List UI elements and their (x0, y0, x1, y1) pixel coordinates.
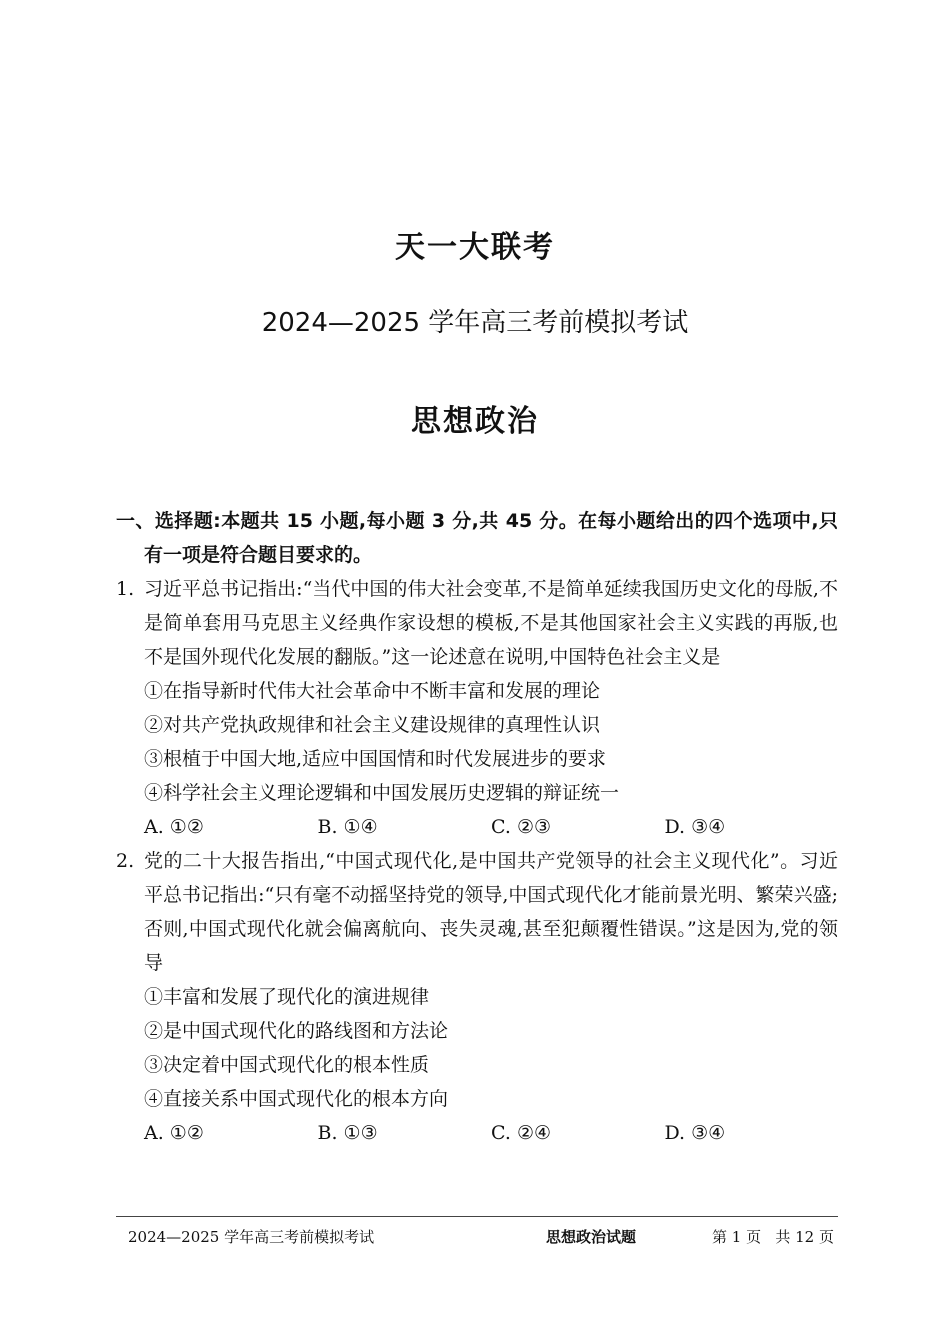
statement-option: ①丰富和发展了现代化的演进规律 (144, 986, 430, 1008)
footer-divider (116, 1216, 838, 1217)
question-stem: 党的二十大报告指出,“中国式现代化,是中国共产党领导的社会主义现代化”。习近平总书记指出:“只有毫不动摇坚持党的领导,中国式现代化才能前景光明、繁荣兴盛;否则,中国式现代化就会偏离航向、丧失灵魂,甚至犯颠覆性错误。”这是因为,党的领导 (144, 850, 838, 974)
statement-option: ②对共产党执政规律和社会主义建设规律的真理性认识 (144, 714, 601, 736)
exam-content (116, 504, 838, 1150)
statement-option: ③决定着中国式现代化的根本性质 (144, 1054, 430, 1076)
answer-choice-b: B. ①③ (317, 1122, 378, 1144)
footer-page-number: 第 1 页 共 12 页 (711, 1228, 834, 1246)
answer-choice-c: C. ②③ (491, 816, 552, 838)
statement-option: ④直接关系中国式现代化的根本方向 (144, 1088, 449, 1110)
statement-option: ①在指导新时代伟大社会革命中不断丰富和发展的理论 (144, 680, 601, 702)
question-2 (116, 844, 838, 1150)
question-number: 2. (116, 850, 135, 872)
exam-name-subtitle: 2024—2025 学年高三考前模拟考试 (261, 308, 689, 338)
question-stem: 习近平总书记指出:“当代中国的伟大社会变革,不是简单延续我国历史文化的母版,不是简单套用马克思主义经典作家设想的模板,不是其他国家社会主义实践的再版,也不是国外现代化发展的翻版。”这一论述意在说明,中国特色社会主义是 (144, 578, 838, 668)
statement-option: ④科学社会主义理论逻辑和中国发展历史逻辑的辩证统一 (144, 782, 620, 804)
answer-choice-b: B. ①④ (317, 816, 378, 838)
answer-choice-a: A. ①② (144, 1122, 204, 1144)
answer-choices (144, 810, 838, 844)
question-1 (116, 572, 838, 844)
footer-exam-name: 2024—2025 学年高三考前模拟考试 (128, 1228, 375, 1246)
exam-organizer-title: 天一大联考 (395, 230, 555, 265)
question-number: 1. (116, 578, 135, 600)
answer-choice-a: A. ①② (144, 816, 204, 838)
answer-choice-c: C. ②④ (491, 1122, 552, 1144)
footer-subject: 思想政治试题 (546, 1228, 637, 1246)
answer-choice-d: D. ③④ (664, 816, 726, 838)
subject-title: 思想政治 (411, 404, 539, 439)
answer-choice-d: D. ③④ (664, 1122, 726, 1144)
statement-option: ③根植于中国大地,适应中国国情和时代发展进步的要求 (144, 748, 607, 770)
page-footer (116, 1226, 838, 1248)
section-heading: 一、选择题:本题共 15 小题,每小题 3 分,共 45 分。在每小题给出的四个选项中,只有一项是符合题目要求的。 (116, 510, 838, 566)
answer-choices (144, 1116, 838, 1150)
statement-option: ②是中国式现代化的路线图和方法论 (144, 1020, 449, 1042)
